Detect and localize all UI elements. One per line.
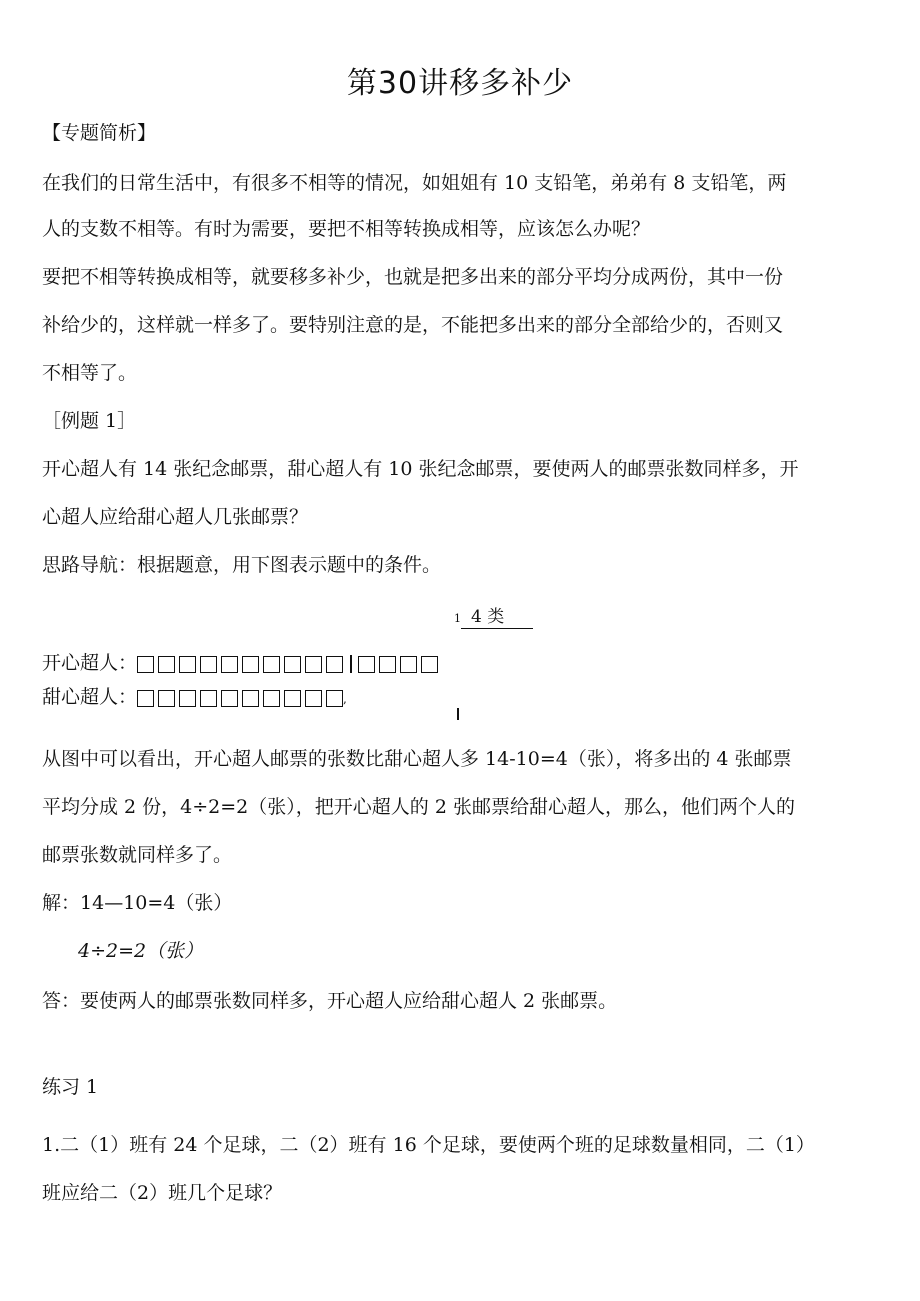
explanation-line: 从图中可以看出，开心超人邮票的张数比甜心超人多 14-10=4（张），将多出的 4 张邮票 [42, 748, 792, 770]
stamp-box [242, 656, 259, 673]
example-problem-line: 心超人应给甜心超人几张邮票？ [42, 506, 309, 528]
stamp-box [137, 656, 154, 673]
example-heading: ［例题 1］ [42, 410, 137, 432]
stamp-box [179, 656, 196, 673]
explanation-line: 邮票张数就同样多了。 [42, 844, 233, 866]
stamp-box [421, 656, 438, 673]
stamp-box-row [137, 690, 343, 707]
stamp-box [158, 690, 175, 707]
solution-step: 14—10=4（张） [80, 892, 233, 914]
solution-label: 解： [42, 892, 81, 914]
page-title: 第30讲移多补少 [346, 66, 574, 101]
stamp-box [379, 656, 396, 673]
stamp-box [200, 690, 217, 707]
diagram-top-label: 4 类 [461, 606, 533, 629]
diagram-difference-label [454, 606, 533, 629]
stamp-box [179, 690, 196, 707]
intro-line: 人的支数不相等。有时为需要，要把不相等转换成相等，应该怎么办呢？ [42, 218, 651, 240]
stamp-box [305, 690, 322, 707]
stamp-box [358, 656, 375, 673]
section-heading: 【专题简析】 [42, 122, 157, 144]
stamp-box [263, 690, 280, 707]
stamp-box [326, 690, 343, 707]
stamp-box [221, 690, 238, 707]
intro-line: 补给少的，这样就一样多了。要特别注意的是，不能把多出来的部分全部给少的，否则又 [42, 314, 784, 336]
stamp-box [284, 656, 301, 673]
stamp-box [200, 656, 217, 673]
intro-line: 要把不相等转换成相等，就要移多补少，也就是把多出来的部分平均分成两份，其中一份 [42, 266, 784, 288]
stamp-box-row [137, 655, 438, 673]
intro-line: 不相等了。 [42, 362, 138, 384]
diagram-tick: 1 [454, 612, 461, 625]
stamp-box [400, 656, 417, 673]
diagram-row-label: 开心超人： [42, 652, 138, 674]
diagram-row-label: 甜心超人： [42, 686, 138, 708]
stamp-box [158, 656, 175, 673]
intro-line: 在我们的日常生活中，有很多不相等的情况，如姐姐有 10 支铅笔，弟弟有 8 支铅笔，两 [42, 172, 787, 194]
practice-heading: 练习 1 [42, 1076, 99, 1098]
example-problem-line: 开心超人有 14 张纪念邮票，甜心超人有 10 张纪念邮票，要使两人的邮票张数同样多，开 [42, 458, 799, 480]
stamp-box [137, 690, 154, 707]
stamp-box [221, 656, 238, 673]
practice-question-line: 1.二（1）班有 24 个足球，二（2）班有 16 个足球，要使两个班的足球数量相同，二（1） [42, 1134, 815, 1156]
split-marker [350, 655, 352, 673]
practice-question-line: 班应给二（2）班几个足球？ [42, 1182, 283, 1204]
diagram-bottom-marker [457, 708, 459, 720]
solution-step: 4÷2=2（张） [78, 940, 204, 962]
diagram-row-2 [42, 682, 347, 709]
stamp-box [326, 656, 343, 673]
diagram-mark: , [343, 692, 347, 706]
stamp-box [305, 656, 322, 673]
explanation-line: 平均分成 2 份，4÷2=2（张），把开心超人的 2 张邮票给甜心超人，那么，他们两个人的 [42, 796, 795, 818]
answer-text: 答：要使两人的邮票张数同样多，开心超人应给甜心超人 2 张邮票。 [42, 990, 618, 1012]
stamp-box [242, 690, 259, 707]
solution-line [42, 888, 232, 915]
hint-text: 思路导航：根据题意，用下图表示题中的条件。 [42, 554, 442, 576]
stamp-box [263, 656, 280, 673]
stamp-box [284, 690, 301, 707]
diagram-row-1 [42, 648, 438, 675]
